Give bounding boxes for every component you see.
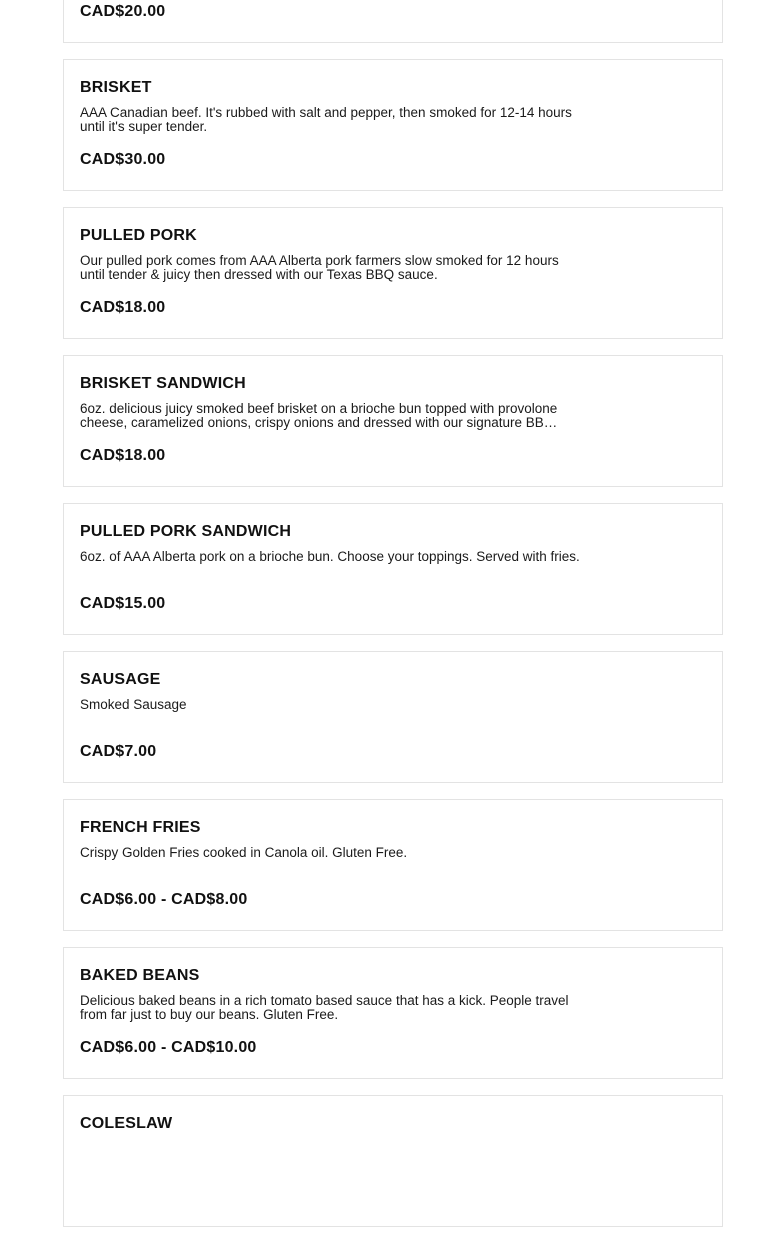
menu-item-description: Delicious baked beans in a rich tomato based sauce that has a kick. People travel from far just to buy our beans. Gluten Free. — [80, 994, 569, 1022]
menu-item-description: Our pulled pork comes from AAA Alberta pork farmers slow smoked for 12 hours until tender & juicy then dressed with our Texas BBQ sauce. — [80, 254, 559, 282]
menu-item-name: BRISKET — [80, 79, 152, 96]
menu-item-card[interactable] — [63, 1095, 723, 1227]
menu-item-card[interactable] — [63, 947, 723, 1079]
menu-item-price: CAD$6.00 - CAD$10.00 — [80, 1039, 257, 1056]
menu-item-card[interactable] — [63, 0, 723, 43]
menu-item-card[interactable] — [63, 59, 723, 191]
menu-item-description: AAA Canadian beef. It's rubbed with salt and pepper, then smoked for 12-14 hours until it's super tender. — [80, 106, 572, 134]
menu-item-price: CAD$18.00 — [80, 447, 166, 464]
menu-item-name: COLESLAW — [80, 1115, 173, 1132]
menu-item-price: CAD$15.00 — [80, 595, 166, 612]
menu-item-name: BRISKET SANDWICH — [80, 375, 246, 392]
menu-item-description: 6oz. of AAA Alberta pork on a brioche bun. Choose your toppings. Served with fries. — [80, 550, 580, 564]
menu-item-card[interactable] — [63, 503, 723, 635]
menu-item-price: CAD$20.00 — [80, 3, 166, 20]
menu-item-name: SAUSAGE — [80, 671, 161, 688]
menu-item-price: CAD$6.00 - CAD$8.00 — [80, 891, 248, 908]
menu-item-card[interactable] — [63, 355, 723, 487]
menu-item-description: Crispy Golden Fries cooked in Canola oil. Gluten Free. — [80, 846, 408, 860]
menu-item-name: PULLED PORK — [80, 227, 197, 244]
menu-item-name: FRENCH FRIES — [80, 819, 201, 836]
menu-item-card[interactable] — [63, 207, 723, 339]
menu-item-name: BAKED BEANS — [80, 967, 200, 984]
menu-item-price: CAD$7.00 — [80, 743, 157, 760]
menu-item-card[interactable] — [63, 651, 723, 783]
menu-item-description: 6oz. delicious juicy smoked beef brisket on a brioche bun topped with provolone cheese, caramelized onions, crispy onions and dressed with our signature BB… — [80, 402, 558, 430]
menu-item-price: CAD$18.00 — [80, 299, 166, 316]
menu-item-name: PULLED PORK SANDWICH — [80, 523, 292, 540]
menu-item-description — [80, 1142, 580, 1170]
menu-item-list — [63, 0, 723, 1243]
menu-item-description: Smoked Sausage — [80, 698, 187, 712]
menu-item-price: CAD$30.00 — [80, 151, 166, 168]
menu-item-card[interactable] — [63, 799, 723, 931]
